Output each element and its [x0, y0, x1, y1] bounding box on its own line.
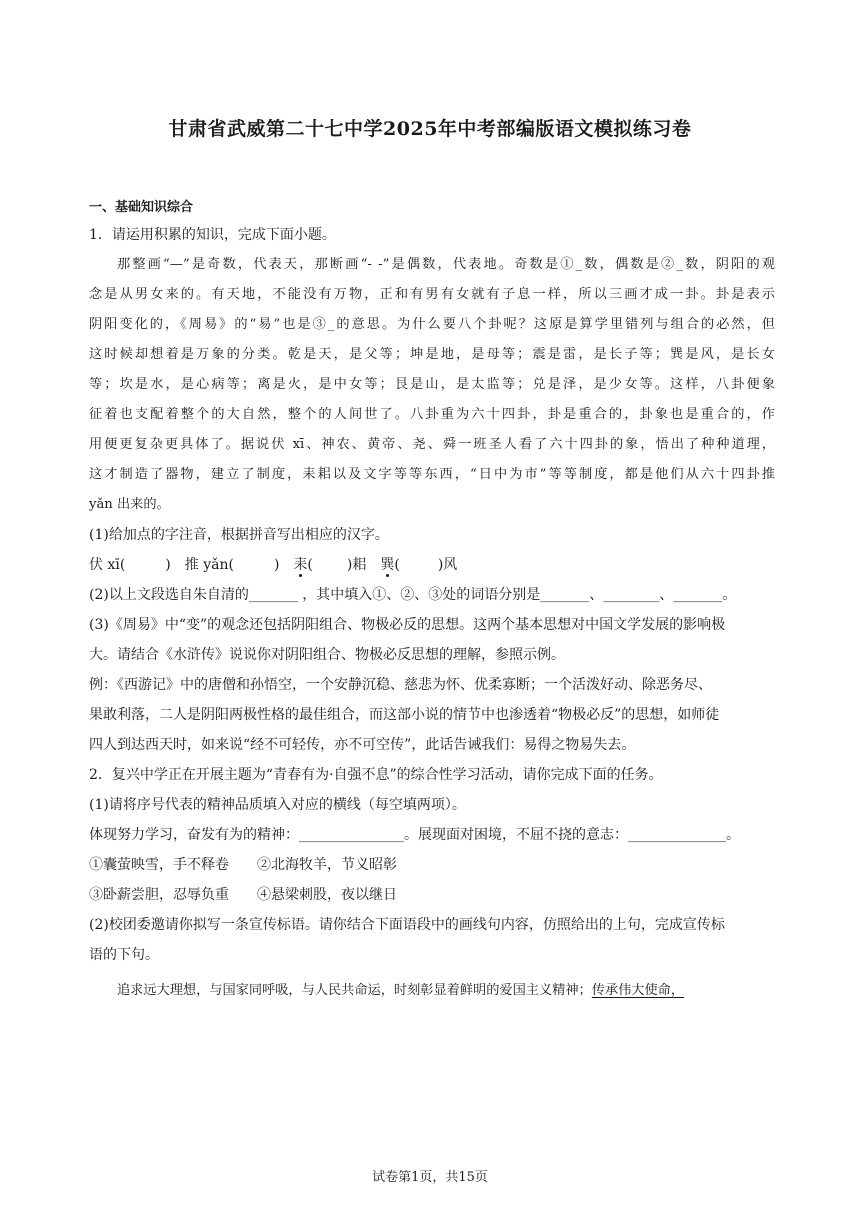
question-2-sub1-intro: (1)请将序号代表的精神品质填入对应的横线（每空填两项）。	[89, 797, 466, 813]
question-1-sub3-line: 大。请结合《水浒传》说说你对阴阳组合、物极必反思想的理解，参照示例。	[89, 647, 565, 663]
passage-line: 这才制造了器物，建立了制度，耒耜以及文字等等东西，“日中为市”等等制度，都是他们从六十四卦推	[89, 467, 775, 482]
question-2-sub2-line: 语的下句。	[89, 947, 159, 963]
example-line: 四人到达西天时，如来说“经不可轻传，亦不可空传”，此话告诫我们：易得之物易失去。	[89, 737, 636, 753]
section-heading: 一、基础知识综合	[89, 200, 194, 215]
option-1: ①囊萤映雪，手不释卷	[89, 857, 229, 873]
passage-line: 用便更复杂更具体了。据说伏 xī、神农、黄帝、尧、舜一班圣人看了六十四卦的象，悟出了种种道理，	[89, 437, 775, 452]
pinyin-item-xi: 伏 xī(	[89, 557, 126, 573]
pinyin-item-feng: )风	[437, 557, 458, 573]
answer-blank[interactable]: ______________	[628, 827, 726, 843]
example-line: 果敢利落，二人是阴阳两极性格的最佳组合，而这部小说的情节中也渗透着“物极必反”的思想，如师徒	[89, 707, 720, 723]
fill-text: 体现努力学习，奋发有为的精神：	[89, 827, 299, 843]
question-1-sub2	[89, 580, 775, 610]
question-1-passage	[89, 250, 775, 520]
answer-blank[interactable]: ________	[603, 587, 660, 603]
passage-line: 征着也支配着整个的大自然，整个的人间世了。八卦重为六十四卦，卦是重合的，卦象也是重合的，作	[89, 407, 775, 422]
option-4: ④悬梁刺股，夜以继日	[257, 887, 397, 903]
option-2: ②北海牧羊，节义昭彰	[257, 857, 397, 873]
passage-line: 阴阳变化的，《周易》的“易”也是③_的意思。为什么要八个卦呢？这原是算学里错列与组合的必然，但	[89, 317, 775, 332]
sub2-text: ，其中填入①、②、③处的词语分别是	[297, 587, 541, 603]
example-line: 例：《西游记》中的唐僧和孙悟空，一个安静沉稳、慈悲为怀、优柔寡断；一个活泼好动、除恶务尽、	[89, 677, 712, 693]
dotted-char-xun: 巽	[380, 550, 394, 580]
dotted-char-lei: 耒	[293, 550, 307, 580]
option-row	[89, 880, 775, 910]
question-1-sub1-items	[89, 550, 775, 580]
page-footer: 试卷第1页，共15页	[372, 1170, 488, 1185]
answer-blank[interactable]: _______	[248, 587, 298, 603]
exam-content	[89, 220, 775, 1006]
exam-title: 甘肃省武威第二十七中学2025年中考部编版语文模拟练习卷	[168, 118, 692, 140]
question-1-stem: 1．请运用积累的知识，完成下面小题。	[89, 227, 336, 243]
underlined-sentence: 传承伟大使命，	[591, 983, 685, 998]
pinyin-item-sep: )	[273, 557, 294, 573]
passage-line: 等；坎是水，是心病等；离是火，是中女等；艮是山，是太监等；兑是泽，是少女等。这样，八卦便象	[89, 377, 775, 392]
option-3: ③卧薪尝胆，忍辱负重	[89, 887, 229, 903]
question-2-sub1-fill	[89, 820, 775, 850]
question-2-stem: 2．复兴中学正在开展主题为“青春有为·自强不息”的综合性学习活动，请你完成下面的任务。	[89, 767, 663, 783]
sub2-separator: 、	[659, 587, 674, 603]
passage-line: 那整画“—”是奇数，代表天，那断画“- -”是偶数，代表地。奇数是①_数，偶数是②_数，阴阳的观	[117, 257, 775, 272]
pinyin-item-si: )耜	[346, 557, 381, 573]
answer-blank[interactable]: _______________	[299, 827, 404, 843]
question-2-passage	[89, 976, 775, 1006]
passage-line: 念是从男女来的。有天地，不能没有万物，正和有男有女就有子息一样，所以三画才成一卦。卦是表示	[89, 287, 775, 302]
sub2-text: (2)以上文段选自朱自清的	[89, 587, 249, 603]
question-1-sub1-intro: (1)给加点的字注音，根据拼音写出相应的汉字。	[89, 527, 389, 543]
sub2-end: 。	[722, 587, 737, 603]
passage-text: 追求远大理想，与国家同呼吸，与人民共命运，时刻彰显着鲜明的爱国主义精神；	[117, 983, 592, 998]
answer-blank[interactable]: _______	[540, 587, 590, 603]
pinyin-item-paren: (	[307, 557, 313, 573]
passage-line: 这时候却想着是万象的分类。乾是天，是父等；坤是地，是母等；震是雷，是长子等；巽是风，是长女	[89, 347, 775, 362]
pinyin-item-yan: ) 推 yǎn(	[165, 557, 234, 573]
answer-blank[interactable]: _______	[673, 587, 723, 603]
question-2-sub2-line: (2)校团委邀请你拟写一条宣传标语。请你结合下面语段中的画线句内容，仿照给出的上句，完成宣传标	[89, 917, 725, 933]
option-row	[89, 850, 775, 880]
question-1-sub3-line: (3)《周易》中“变”的观念还包括阴阳组合、物极必反的思想。这两个基本思想对中国文学发展的影响极	[89, 617, 726, 633]
pinyin-item-paren: (	[394, 557, 400, 573]
passage-line: yǎn 出来的。	[89, 497, 170, 512]
passage-line	[89, 976, 775, 1006]
fill-end: 。	[726, 827, 740, 843]
sub2-separator: 、	[589, 587, 604, 603]
fill-text: 。展现面对困境，不屈不挠的意志：	[404, 827, 628, 843]
